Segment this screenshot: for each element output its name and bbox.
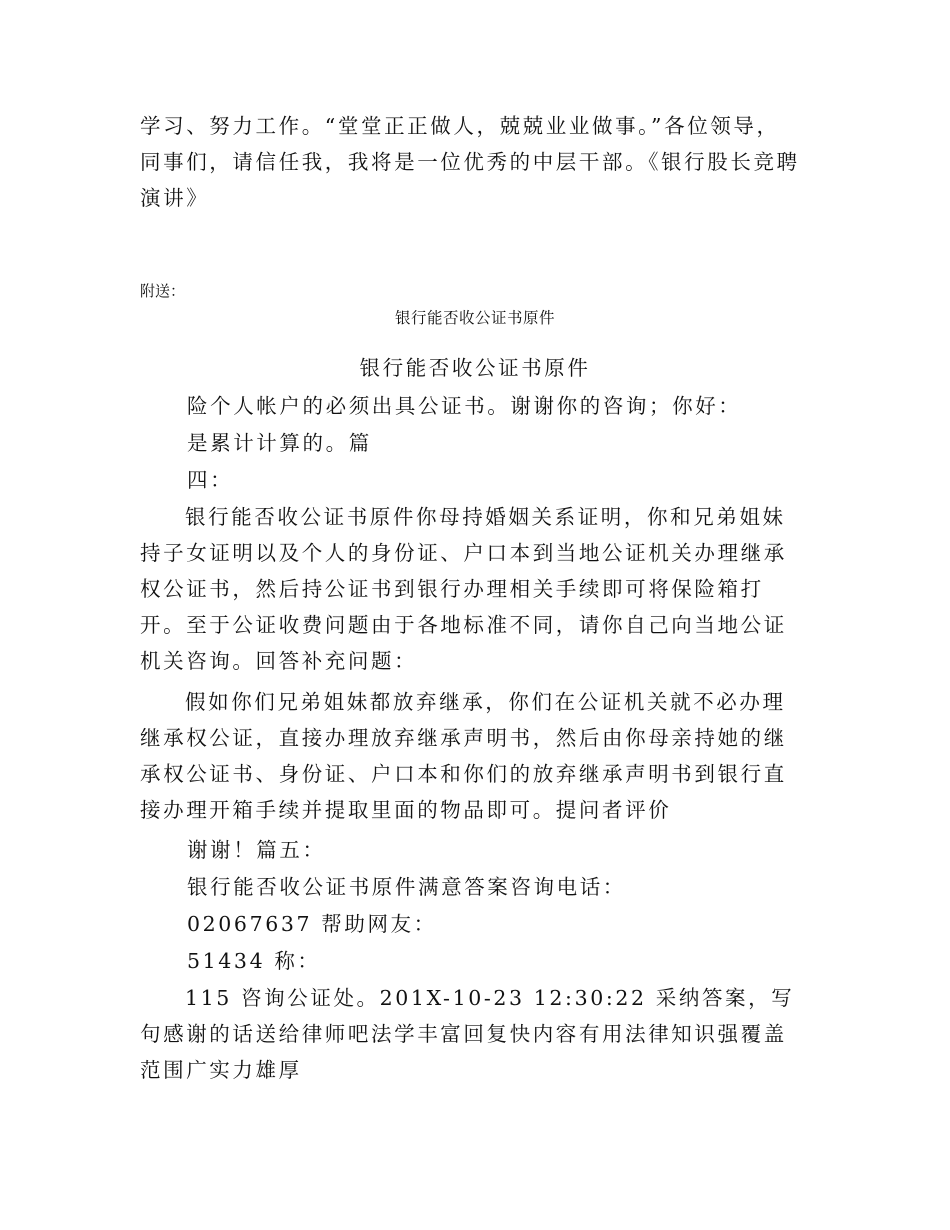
text-line: 02067637 帮助网友：	[187, 912, 437, 936]
text-line: 四：	[187, 468, 234, 492]
text-line: 51434 称：	[187, 949, 321, 973]
paragraph: 假如你们兄弟姐妹都放弃继承，你们在公证机关就不必办理继承权公证，直接办理放弃继承声明书，然后由你母亲持她的继承权公证书、身份证、户口本和你们的放弃继承声明书到银行直接办理开箱手续并提取里面的物品即可。提问者评价	[140, 690, 787, 822]
small-title: 银行能否收公证书原件	[394, 309, 555, 327]
top-paragraph: 学习、努力工作。“堂堂正正做人，兢兢业业做事。”各位领导，同事们，请信任我，我将是一位优秀的中层干部。《银行股长竞聘演讲》	[140, 114, 800, 210]
paragraph: 115 咨询公证处。201X-10-23 12:30:22 采纳答案，写句感谢的话送给律师吧法学丰富回复快内容有用法律知识强覆盖范围广实力雄厚	[140, 986, 795, 1082]
text-line: 谢谢！篇五：	[187, 838, 326, 862]
paragraph: 银行能否收公证书原件你母持婚姻关系证明，你和兄弟姐妹持子女证明以及个人的身份证、户口本到当地公证机关办理继承权公证书，然后持公证书到银行办理相关手续即可将保险箱打开。至于公证收费问题由于各地标准不同，请你自己向当地公证机关咨询。回答补充问题：	[140, 505, 787, 673]
text-line: 是累计计算的。篇	[187, 431, 372, 455]
text-line: 险个人帐户的必须出具公证书。谢谢你的咨询；你好：	[187, 394, 742, 418]
attachment-label: 附送：	[140, 282, 186, 300]
text-line: 银行能否收公证书原件满意答案咨询电话：	[187, 875, 626, 899]
main-title: 银行能否收公证书原件	[359, 356, 591, 380]
